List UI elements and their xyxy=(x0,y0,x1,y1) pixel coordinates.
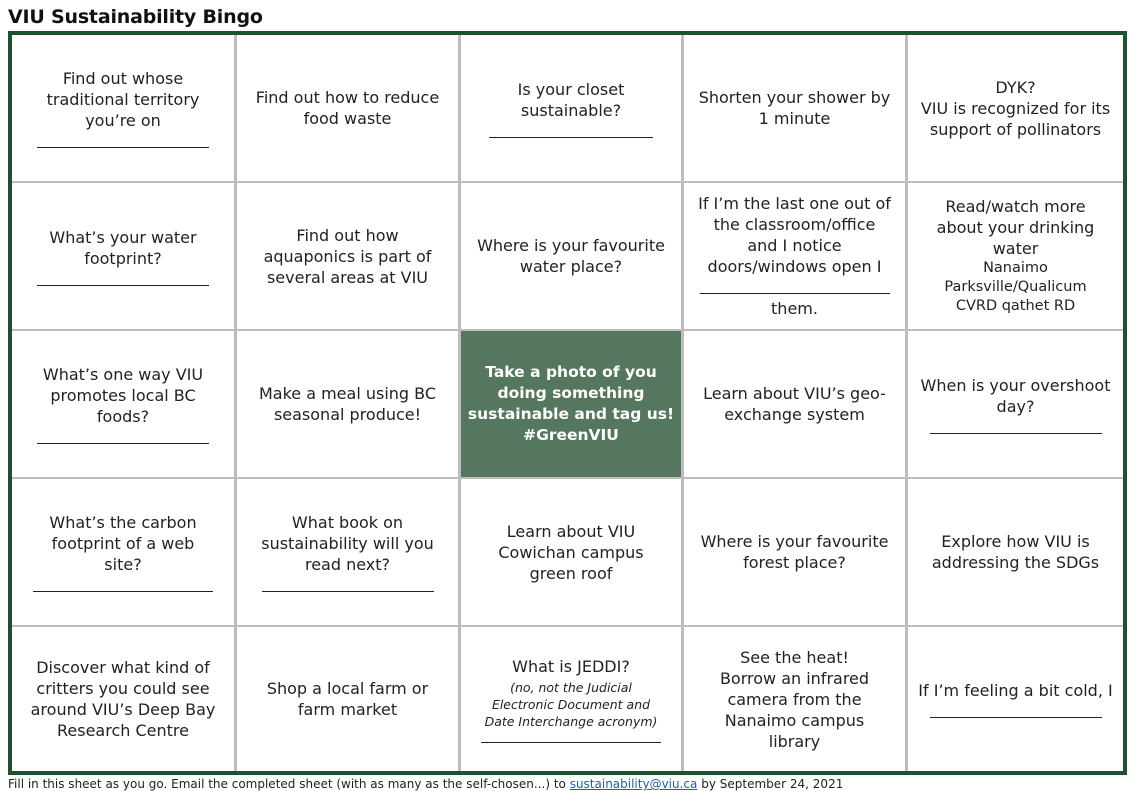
bingo-cell-19[interactable] xyxy=(684,479,905,625)
cell-text-line: several areas at VIU xyxy=(266,267,429,287)
cell-text-line: Take a photo of you xyxy=(485,363,657,381)
cell-text-line: #GreenVIU xyxy=(523,426,619,444)
bingo-cell-25[interactable] xyxy=(908,627,1123,771)
cell-text-line: What’s the carbon xyxy=(49,513,197,532)
cell-text-line: traditional territory xyxy=(46,90,200,109)
bingo-cell-7[interactable] xyxy=(237,183,458,329)
bingo-cell-16[interactable] xyxy=(12,479,234,625)
cell-text-line: critters you could see xyxy=(36,679,210,698)
bingo-cell-18[interactable] xyxy=(461,479,681,625)
cell-text-line: footprint of a web xyxy=(51,534,195,553)
bingo-cell-15[interactable] xyxy=(908,331,1123,477)
bingo-cell-24[interactable] xyxy=(684,627,905,771)
cell-note-line: Electronic Document and xyxy=(491,696,651,712)
cell-text-line: sustainability will you xyxy=(261,534,434,553)
bingo-cell-21[interactable] xyxy=(12,627,234,771)
cell-text-line: Cowichan campus xyxy=(498,542,644,562)
cell-text-line: Research Centre xyxy=(57,721,189,740)
cell-text-line: you’re on xyxy=(85,111,161,130)
cell-text-line: water place? xyxy=(519,257,623,276)
cell-text-line: See the heat! xyxy=(740,647,849,667)
cell-text-line: site? xyxy=(104,555,142,574)
cell-text-line: What’s one way VIU xyxy=(42,365,204,384)
cell-text-line: water xyxy=(992,239,1039,258)
cell-text-line: library xyxy=(768,731,821,751)
cell-text-line: Learn about VIU xyxy=(506,521,636,541)
bingo-cell-8[interactable] xyxy=(461,183,681,329)
cell-text-after-line: them. xyxy=(771,299,818,318)
footer-deadline: by September 24, 2021 xyxy=(701,777,844,791)
cell-text-line: aquaponics is part of xyxy=(263,246,432,266)
bingo-cell-6[interactable] xyxy=(12,183,234,329)
cell-text-line: forest place? xyxy=(743,553,846,572)
cell-text-line: Find out how xyxy=(296,225,399,245)
footer-email-link[interactable]: sustainability@viu.ca xyxy=(569,777,698,791)
page-title: VIU Sustainability Bingo xyxy=(8,6,263,28)
answer-blank-line[interactable] xyxy=(489,137,653,138)
cell-subtext-line: CVRD qathet RD xyxy=(955,298,1076,314)
cell-text-line: green roof xyxy=(529,563,613,583)
cell-text-line: Shorten your shower by xyxy=(698,88,891,107)
answer-blank-line[interactable] xyxy=(930,433,1102,434)
cell-text-line: Nanaimo campus xyxy=(724,710,865,730)
bingo-cell-1[interactable] xyxy=(12,35,234,181)
cell-text-line: seasonal produce! xyxy=(273,405,422,424)
answer-blank-line[interactable] xyxy=(700,293,890,294)
bingo-cell-23[interactable] xyxy=(461,627,681,771)
cell-text-line: Find out whose xyxy=(62,69,184,88)
cell-text-line: doors/windows open I xyxy=(707,257,882,276)
answer-blank-line[interactable] xyxy=(262,591,434,592)
cell-text-line: What is JEDDI? xyxy=(512,656,630,676)
bingo-cell-3[interactable] xyxy=(461,35,681,181)
cell-text-line: Where is your favourite xyxy=(477,236,665,255)
cell-text-line: farm market xyxy=(297,700,398,719)
cell-text-line: the classroom/office xyxy=(713,215,876,234)
cell-text-line: Borrow an infrared xyxy=(719,668,870,688)
bingo-cell-4[interactable] xyxy=(684,35,905,181)
answer-blank-line[interactable] xyxy=(37,285,209,286)
cell-text-line: If I’m feeling a bit cold, I xyxy=(918,681,1113,700)
cell-note-line: (no, not the Judicial xyxy=(510,679,632,695)
cell-subtext-line: Parksville/Qualicum xyxy=(944,279,1087,295)
cell-text-line: 1 minute xyxy=(758,109,831,128)
cell-text-line: food waste xyxy=(303,109,392,128)
answer-blank-line[interactable] xyxy=(37,443,209,444)
cell-text-line: sustainable and tag us! xyxy=(467,405,675,423)
cell-text-line: about your drinking xyxy=(936,218,1095,237)
answer-blank-line[interactable] xyxy=(481,742,661,743)
footer-instructions xyxy=(8,777,843,791)
cell-text-line: promotes local BC xyxy=(50,386,196,405)
cell-text-line: camera from the xyxy=(727,689,862,709)
cell-text-line: DYK? xyxy=(995,77,1036,97)
cell-text-line: and I notice xyxy=(747,236,842,255)
cell-text-line: Discover what kind of xyxy=(36,658,210,677)
bingo-cell-5[interactable] xyxy=(908,35,1123,181)
cell-text-line: read next? xyxy=(304,555,391,574)
cell-text-line: Shop a local farm or xyxy=(266,679,429,698)
cell-text-line: Where is your favourite xyxy=(700,532,889,551)
cell-text-line: Is your closet xyxy=(517,79,625,99)
cell-text-line: exchange system xyxy=(724,405,865,424)
answer-blank-line[interactable] xyxy=(37,147,209,148)
cell-text-line: Read/watch more xyxy=(945,197,1086,216)
cell-text-line: Explore how VIU is xyxy=(941,532,1090,551)
bingo-cell-2[interactable] xyxy=(237,35,458,181)
cell-text-line: What’s your water xyxy=(49,227,197,247)
cell-text-line: foods? xyxy=(96,407,150,426)
cell-subtext-line: Nanaimo xyxy=(983,260,1048,276)
cell-text-line: day? xyxy=(996,396,1035,416)
cell-text-line: sustainable? xyxy=(520,100,622,120)
cell-text-line: Learn about VIU’s geo- xyxy=(703,384,886,403)
cell-text-line: Find out how to reduce xyxy=(255,88,440,107)
bingo-cell-10[interactable] xyxy=(908,183,1123,329)
bingo-cell-free-center[interactable] xyxy=(461,331,681,477)
bingo-cell-17[interactable] xyxy=(237,479,458,625)
bingo-board xyxy=(8,31,1127,775)
cell-text-line: Make a meal using BC xyxy=(258,384,437,403)
bingo-cell-22[interactable] xyxy=(237,627,458,771)
cell-note-line: Date Interchange acronym) xyxy=(484,713,658,729)
bingo-cell-14[interactable] xyxy=(684,331,905,477)
bingo-cell-9[interactable] xyxy=(684,183,905,329)
cell-text-line: What book on xyxy=(291,513,404,532)
cell-text-line: If I’m the last one out of xyxy=(698,194,891,213)
cell-text-line: support of pollinators xyxy=(929,119,1102,139)
answer-blank-line[interactable] xyxy=(33,591,213,592)
bingo-cell-20[interactable] xyxy=(908,479,1123,625)
cell-text-line: VIU is recognized for its xyxy=(920,98,1111,118)
cell-text-line: When is your overshoot xyxy=(920,375,1111,395)
bingo-cell-12[interactable] xyxy=(237,331,458,477)
cell-text-line: footprint? xyxy=(84,248,162,268)
footer-text: Fill in this sheet as you go. Email the completed sheet (with as many as the self-chosen...) to xyxy=(8,777,566,791)
cell-text-line: doing something xyxy=(497,384,645,402)
cell-text-line: addressing the SDGs xyxy=(931,553,1100,572)
bingo-cell-11[interactable] xyxy=(12,331,234,477)
cell-text-line: around VIU’s Deep Bay xyxy=(30,700,216,719)
answer-blank-line[interactable] xyxy=(930,717,1102,718)
